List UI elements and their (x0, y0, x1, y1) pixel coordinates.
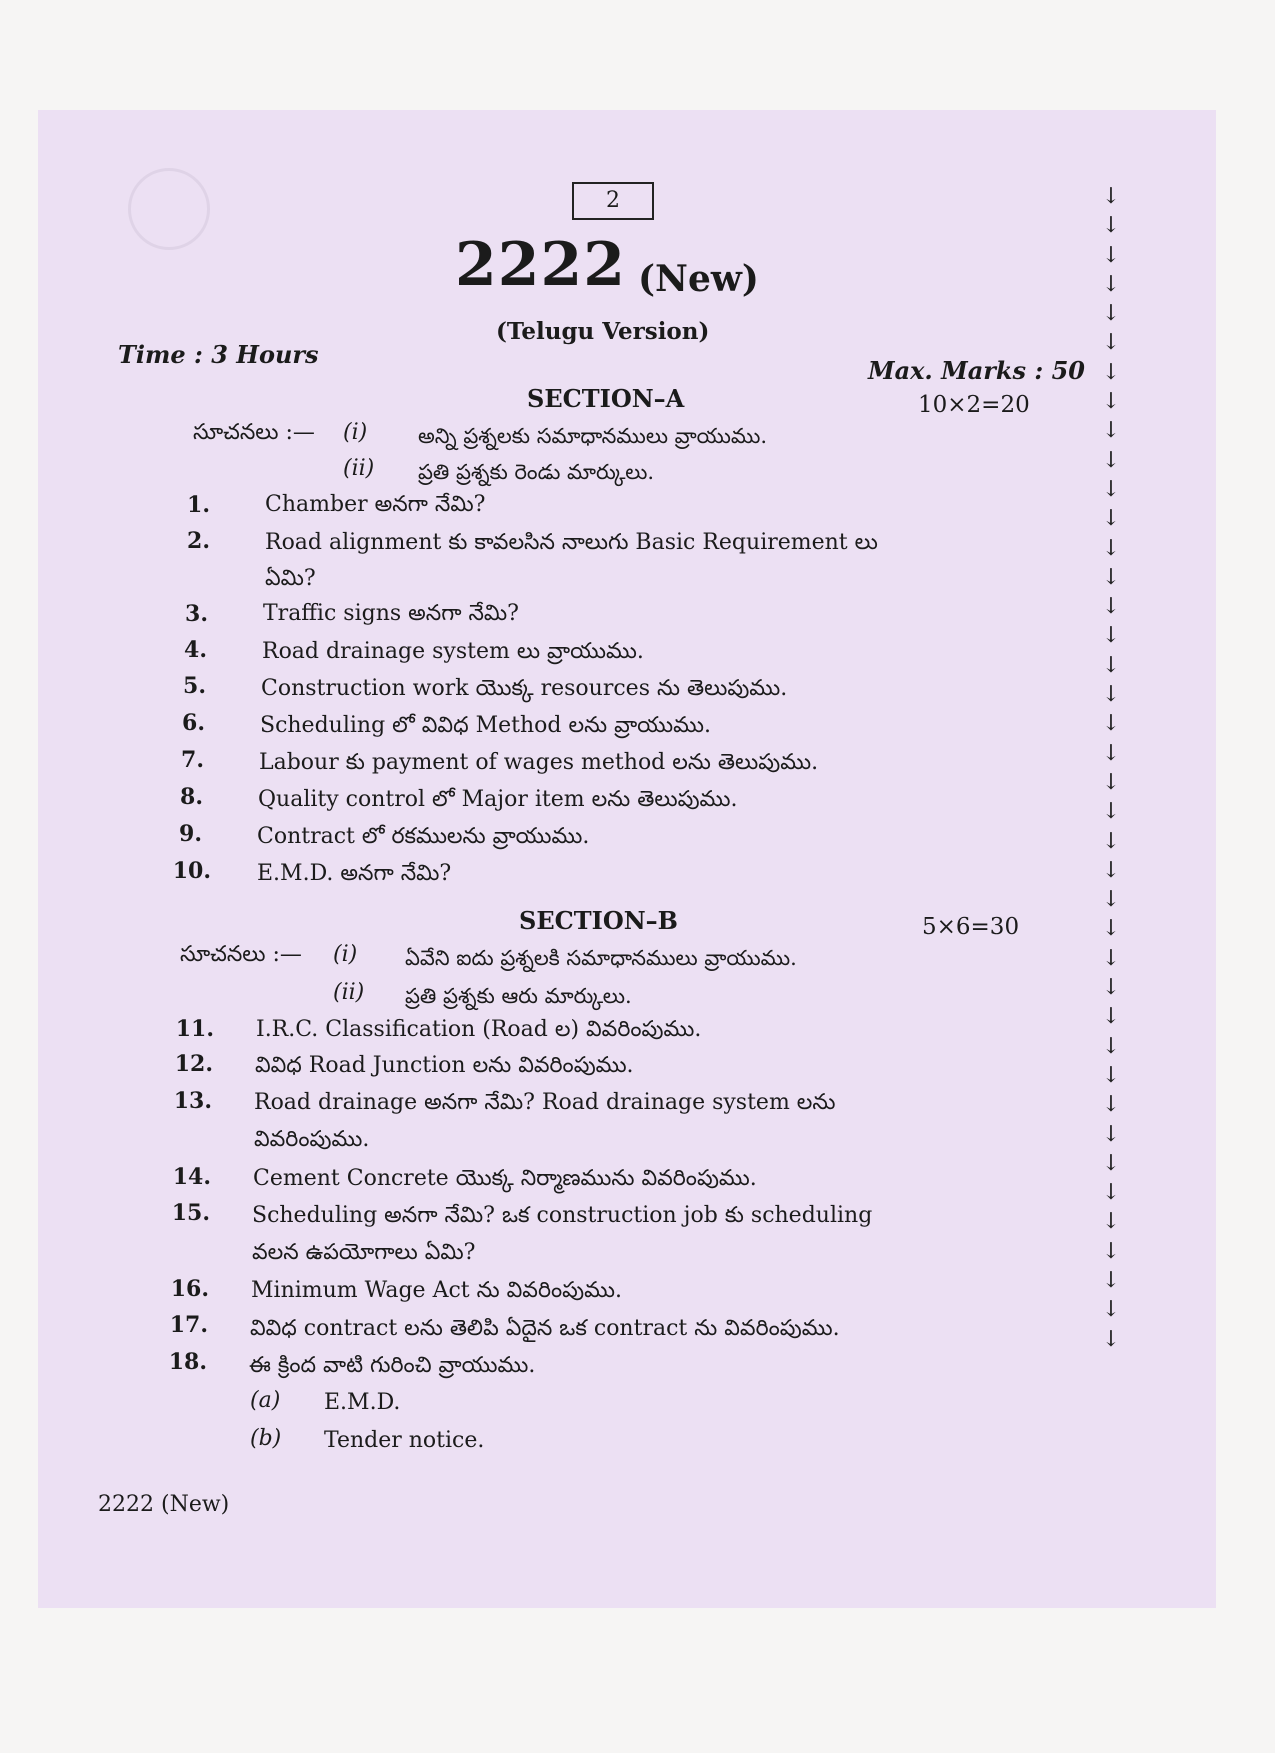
down-arrow-icon: ↓ (1101, 828, 1121, 854)
question-text: Scheduling అనగా నేమి? ఒక construction job కు scheduling (252, 1203, 873, 1228)
question-text: ఈ క్రింద వాటి గురించి వ్రాయుము. (249, 1353, 536, 1378)
subpart-text: Tender notice. (324, 1428, 485, 1453)
question-number: 10. (172, 858, 211, 884)
question-number: 1. (187, 492, 210, 518)
question-number: 12. (174, 1051, 213, 1077)
down-arrow-icon: ↓ (1101, 1121, 1121, 1147)
section-b-notes-label: సూచనలు :— (180, 942, 302, 967)
question-number: 16. (170, 1276, 209, 1302)
section-a-marks: 10×2=20 (918, 392, 1030, 418)
subpart-text: E.M.D. (324, 1390, 401, 1415)
down-arrow-icon: ↓ (1101, 652, 1121, 678)
down-arrow-icon: ↓ (1101, 740, 1121, 766)
question-text: Chamber అనగా నేమి? (265, 492, 486, 517)
down-arrow-icon: ↓ (1101, 1033, 1121, 1059)
question-text: వివిధ contract లను తెలిపి ఏదైన ఒక contract ను వివరింపుము. (250, 1316, 840, 1341)
down-arrow-icon: ↓ (1101, 711, 1121, 737)
note-text: అన్ని ప్రశ్నలకు సమాధానములు వ్రాయుము. (418, 424, 768, 448)
question-text: I.R.C. Classification (Road ల) వివరింపుము. (256, 1017, 702, 1042)
question-text: Road drainage అనగా నేమి? Road drainage system లను (254, 1090, 836, 1115)
subpart-label: (b) (250, 1426, 282, 1451)
down-arrow-icon: ↓ (1101, 1180, 1121, 1206)
question-text: Scheduling లో వివిధ Method లను వ్రాయుము. (260, 713, 711, 738)
down-arrow-icon: ↓ (1101, 916, 1121, 942)
question-text: E.M.D. అనగా నేమి? (257, 861, 452, 886)
question-number: 3. (185, 601, 208, 627)
reverse-show-through (680, 185, 700, 251)
down-arrow-icon: ↓ (1101, 769, 1121, 795)
down-arrow-icon: ↓ (1101, 594, 1121, 620)
question-text: Contract లో రకములను వ్రాయుము. (257, 824, 590, 849)
down-arrow-icon: ↓ (1101, 359, 1121, 385)
subpart-label: (a) (250, 1388, 281, 1413)
question-number: 5. (183, 673, 206, 699)
question-text: Labour కు payment of wages method లను తెలుపుము. (259, 750, 819, 775)
question-number: 15. (171, 1200, 210, 1226)
footer-code: 2222 (New) (98, 1492, 230, 1517)
note-roman: (i) (333, 942, 358, 967)
down-arrow-icon: ↓ (1101, 506, 1121, 532)
down-arrow-icon: ↓ (1101, 418, 1121, 444)
down-arrow-icon: ↓ (1101, 213, 1121, 239)
down-arrow-icon: ↓ (1101, 1238, 1121, 1264)
max-marks-label: Max. Marks : 50 (868, 356, 1086, 385)
down-arrow-icon: ↓ (1101, 476, 1121, 502)
question-number: 11. (175, 1016, 214, 1042)
down-arrow-icon: ↓ (1101, 1267, 1121, 1293)
question-number: 14. (172, 1164, 211, 1190)
question-number: 4. (184, 637, 207, 663)
paper-code-suffix: (New) (638, 258, 759, 300)
down-arrow-icon: ↓ (1101, 242, 1121, 268)
section-b-marks: 5×6=30 (922, 914, 1020, 940)
question-text: Quality control లో Major item లను తెలుపుము. (258, 787, 738, 812)
question-number: 2. (187, 528, 210, 554)
down-arrow-icon: ↓ (1101, 535, 1121, 561)
question-text: Road alignment కు కావలసిన నాలుగు Basic Requirement లు (265, 530, 878, 555)
down-arrow-icon: ↓ (1101, 1209, 1121, 1235)
question-number: 17. (169, 1312, 208, 1338)
version-label: (Telugu Version) (496, 318, 710, 345)
question-text-continued: వలన ఉపయోగాలు ఏమి? (252, 1240, 476, 1265)
down-arrow-icon: ↓ (1101, 1326, 1121, 1352)
question-text-continued: వివరింపుము. (254, 1127, 370, 1152)
down-arrow-icon: ↓ (1101, 389, 1121, 415)
down-arrow-icon: ↓ (1101, 623, 1121, 649)
down-arrow-icon: ↓ (1101, 184, 1121, 209)
note-roman: (i) (343, 420, 368, 445)
note-text: ప్రతి ప్రశ్నకు ఆరు మార్కులు. (405, 984, 632, 1008)
note-text: ప్రతి ప్రశ్నకు రెండు మార్కులు. (418, 460, 655, 484)
question-number: 7. (181, 747, 204, 773)
question-text: Construction work యొక్క resources ను తెలుపుము. (261, 676, 788, 701)
down-arrow-icon: ↓ (1101, 1092, 1121, 1118)
margin-arrows (1096, 182, 1126, 1354)
question-number: 13. (173, 1088, 212, 1114)
question-text-continued: ఏమి? (265, 566, 316, 591)
question-number: 6. (182, 710, 205, 736)
down-arrow-icon: ↓ (1101, 447, 1121, 473)
question-text: వివిధ Road Junction లను వివరింపుము. (255, 1053, 634, 1078)
section-a-notes-label: సూచనలు :— (193, 420, 315, 445)
down-arrow-icon: ↓ (1101, 301, 1121, 327)
down-arrow-icon: ↓ (1101, 887, 1121, 913)
down-arrow-icon: ↓ (1101, 564, 1121, 590)
question-text: Cement Concrete యొక్క నిర్మాణమును వివరింపుము. (253, 1166, 757, 1191)
note-roman: (ii) (333, 980, 365, 1005)
question-text: Road drainage system లు వ్రాయుము. (262, 639, 644, 664)
down-arrow-icon: ↓ (1101, 975, 1121, 1001)
down-arrow-icon: ↓ (1101, 271, 1121, 297)
question-text: Traffic signs అనగా నేమి? (263, 601, 519, 626)
down-arrow-icon: ↓ (1101, 1004, 1121, 1030)
note-roman: (ii) (343, 456, 375, 481)
down-arrow-icon: ↓ (1101, 799, 1121, 825)
question-text: Minimum Wage Act ను వివరింపుము. (251, 1278, 622, 1303)
down-arrow-icon: ↓ (1101, 1297, 1121, 1323)
down-arrow-icon: ↓ (1101, 857, 1121, 883)
down-arrow-icon: ↓ (1101, 945, 1121, 971)
down-arrow-icon: ↓ (1101, 1150, 1121, 1176)
question-number: 8. (180, 784, 203, 810)
paper-code: 2222 (455, 230, 626, 300)
question-number: 18. (168, 1349, 207, 1375)
down-arrow-icon: ↓ (1101, 330, 1121, 356)
time-label: Time : 3 Hours (118, 340, 319, 369)
reverse-seal-circle (128, 168, 210, 250)
down-arrow-icon: ↓ (1101, 682, 1121, 708)
down-arrow-icon: ↓ (1101, 1062, 1121, 1088)
question-number: 9. (179, 821, 202, 847)
section-b-title: SECTION–B (519, 906, 678, 935)
page-number-box: 2 (572, 182, 654, 220)
section-a-title: SECTION–A (527, 384, 685, 413)
note-text: ఏవేని ఐదు ప్రశ్నలకి సమాధానములు వ్రాయుము. (405, 946, 797, 970)
